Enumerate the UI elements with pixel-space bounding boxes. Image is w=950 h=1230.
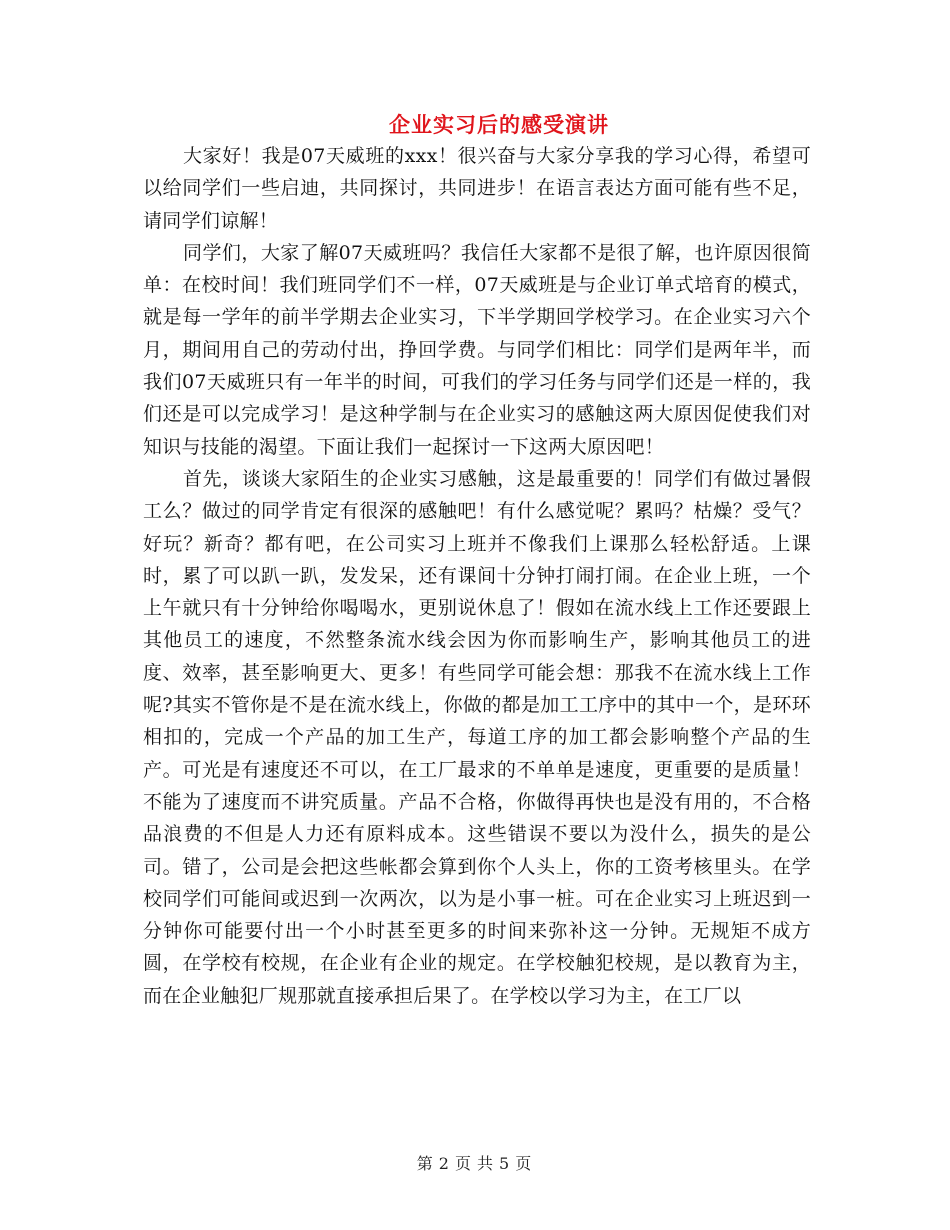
document-title: 企业实习后的感受演讲 [389,112,609,137]
document-body [143,140,811,1012]
paragraph-class-intro: 同学们，大家了解07天威班吗？我信任大家都不是很了解，也许原因很简单：在校时间！我们班同学们不一样，07天威班是与企业订单式培育的模式，就是每一学年的前半学期去企业实习，下半学期回学校学习。在企业实习六个月，期间用自己的劳动付出，挣回学费。与同学们相比：同学们是两年半，而我们07天威班只有一年半的时间，可我们的学习任务与同学们还是一样的，我们还是可以完成学习！是这种学制与在企业实习的感触这两大原因促使我们对知识与技能的渴望。下面让我们一起探讨一下这两大原因吧！ [143,241,811,458]
footer-current-page: 2 [438,1154,451,1173]
page-number-footer [0,1152,950,1176]
footer-total-pages: 5 [499,1154,512,1173]
paragraph-greeting: 大家好！我是07天威班的xxx！很兴奋与大家分享我的学习心得，希望可以给同学们一些启迪，共同探讨，共同进步！在语言表达方面可能有些不足，请同学们谅解！ [143,145,811,232]
paragraph-internship-experience: 首先，谈谈大家陌生的企业实习感触，这是最重要的！同学们有做过暑假工么？做过的同学肯定有很深的感触吧！有什么感觉呢？累吗？枯燥？受气？好玩？新奇？都有吧，在公司实习上班并不像我们上课那么轻松舒适。上课时，累了可以趴一趴，发发呆，还有课间十分钟打闹打闹。在企业上班，一个上午就只有十分钟给你喝喝水，更别说休息了！假如在流水线上工作还要跟上其他员工的速度，不然整条流水线会因为你而影响生产，影响其他员工的进度、效率，甚至影响更大、更多！有些同学可能会想：那我不在流水线上工作呢?其实不管你是不是在流水线上，你做的都是加工工序中的其中一个，是环环相扣的，完成一个产品的加工生产，每道工序的加工都会影响整个产品的生产。可光是有速度还不可以，在工厂最求的不单单是速度，更重要的是质量！不能为了速度而不讲究质量。产品不合格，你做得再快也是没有用的，不合格品浪费的不但是人力还有原料成本。这些错误不要以为没什么，损失的是公司。错了，公司是会把这些帐都会算到你个人头上，你的工资考核里头。在学校同学们可能间或迟到一次两次，以为是小事一桩。可在企业实习上班迟到一分钟你可能要付出一个小时甚至更多的时间来弥补这一分钟。无规矩不成方圆，在学校有校规，在企业有企业的规定。在学校触犯校规，是以教育为主，而在企业触犯厂规那就直接承担后果了。在学校以学习为主，在工厂以 [143,467,811,1007]
footer-total-prefix: 共 [477,1154,496,1173]
footer-suffix: 页 [515,1154,534,1173]
footer-prefix: 第 [416,1154,435,1173]
footer-page-word: 页 [454,1154,473,1173]
